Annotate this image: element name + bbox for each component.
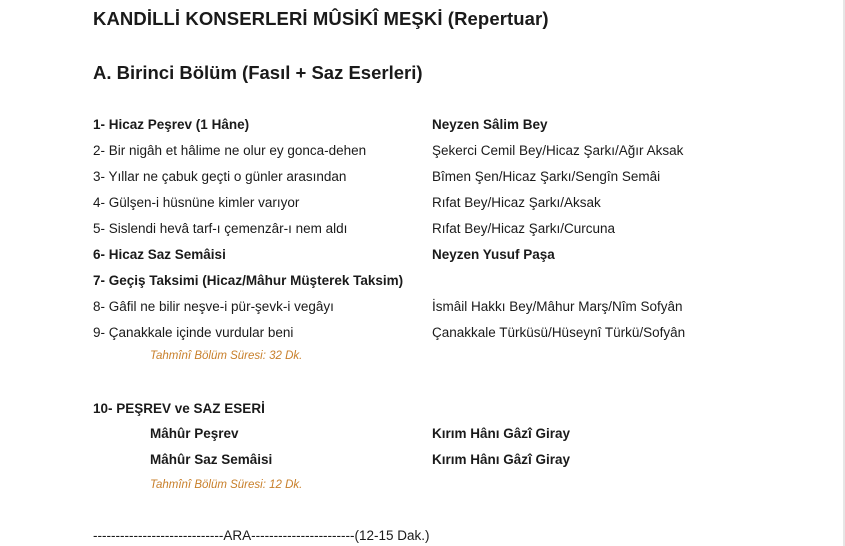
repertoire-row — [0, 143, 845, 165]
document-title: KANDİLLİ KONSERLERİ MÛSİKÎ MEŞKİ (Repertuar) — [93, 8, 549, 29]
piece-title: Mâhûr Peşrev — [150, 426, 239, 441]
piece-composer: Neyzen Sâlim Bey — [432, 117, 548, 132]
piece-composer: Neyzen Yusuf Paşa — [432, 247, 555, 262]
piece-composer: Kırım Hânı Gâzî Giray — [432, 452, 571, 467]
piece-composer: Rıfat Bey/Hicaz Şarkı/Curcuna — [432, 221, 616, 236]
piece-title: 5- Sislendi hevâ tarf-ı çemenzâr-ı nem aldı — [93, 221, 348, 236]
piece-composer: Şekerci Cemil Bey/Hicaz Şarkı/Ağır Aksak — [432, 143, 684, 158]
piece-composer: Kırım Hânı Gâzî Giray — [432, 426, 571, 441]
piece-composer: Çanakkale Türküsü/Hüseynî Türkü/Sofyân — [432, 325, 686, 340]
piece-composer: Bîmen Şen/Hicaz Şarkı/Sengîn Semâi — [432, 169, 661, 184]
piece-title: 4- Gülşen-i hüsnüne kimler varıyor — [93, 195, 300, 210]
repertoire-row — [0, 325, 845, 347]
piece-composer: Rıfat Bey/Hicaz Şarkı/Aksak — [432, 195, 601, 210]
piece-title: 1- Hicaz Peşrev (1 Hâne) — [93, 117, 250, 132]
repertoire-row — [0, 299, 845, 321]
repertoire-row — [0, 221, 845, 243]
section-heading-text: 10- PEŞREV ve SAZ ESERİ — [93, 401, 265, 416]
piece-title: 2- Bir nigâh et hâlime ne olur ey gonca-dehen — [93, 143, 367, 158]
piece-composer: İsmâil Hakkı Bey/Mâhur Marş/Nîm Sofyân — [432, 299, 683, 314]
repertoire-row — [0, 195, 845, 217]
repertoire-row — [0, 273, 845, 295]
section-duration: Tahmînî Bölüm Süresi: 12 Dk. — [150, 479, 303, 491]
section-10-heading — [0, 401, 845, 423]
section-a-heading: A. Birinci Bölüm (Fasıl + Saz Eserleri) — [93, 62, 423, 83]
piece-title: 6- Hicaz Saz Semâisi — [93, 247, 226, 262]
section-duration: Tahmînî Bölüm Süresi: 32 Dk. — [150, 350, 303, 362]
intermission-line: -----------------------------ARA-----------------------(12-15 Dak.) — [93, 528, 430, 543]
repertoire-row — [0, 247, 845, 269]
piece-title: 7- Geçiş Taksimi (Hicaz/Mâhur Müşterek Taksim) — [93, 273, 404, 288]
piece-title: 3- Yıllar ne çabuk geçti o günler arasından — [93, 169, 347, 184]
repertoire-row — [0, 452, 845, 474]
repertoire-row — [0, 117, 845, 139]
piece-title: Mâhûr Saz Semâisi — [150, 452, 273, 467]
repertoire-row — [0, 169, 845, 191]
piece-title: 8- Gâfil ne bilir neşve-i pür-şevk-i vegâyı — [93, 299, 334, 314]
piece-title: 9- Çanakkale içinde vurdular beni — [93, 325, 294, 340]
repertoire-row — [0, 426, 845, 448]
